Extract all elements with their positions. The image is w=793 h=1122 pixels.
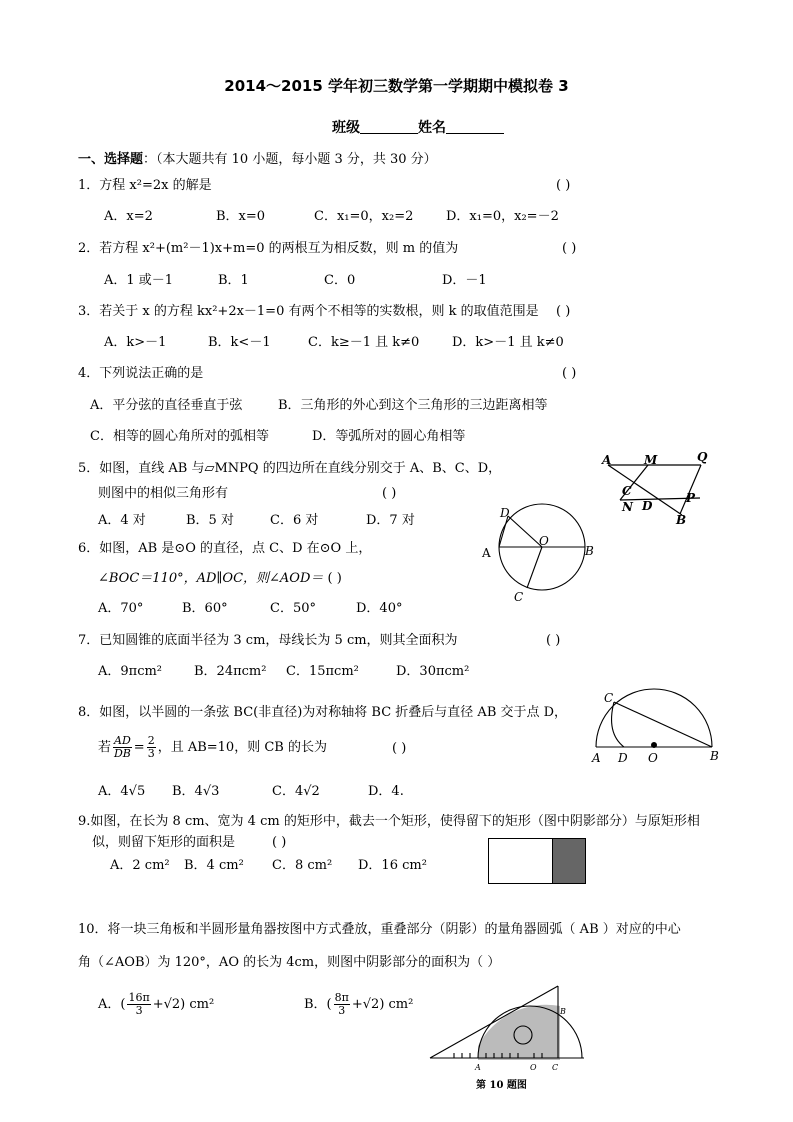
name-label: 姓名 — [418, 120, 446, 136]
q7-answer-paren[interactable]: ( ) — [546, 633, 561, 648]
q2-option-c: C．0 — [324, 273, 356, 288]
q5-stem-line2: 则图中的相似三角形有 — [98, 486, 229, 501]
f6-label-a: A — [482, 546, 491, 560]
q4-stem: 4．下列说法正确的是 — [78, 366, 204, 381]
f5-label-n: N — [622, 500, 633, 514]
f5-label-q: Q — [697, 450, 708, 464]
fraction-2-3: $\frac{2}{3}$ — [147, 734, 155, 760]
q8-stem-line1: 8．如图，以半圆的一条弦 BC(非直径)为对称轴将 BC 折叠后与直径 AB 交于点 D， — [78, 705, 568, 720]
class-name-line — [332, 119, 504, 136]
q6-option-a: A．70° — [98, 601, 144, 616]
f6-label-c: C — [514, 590, 524, 604]
figure-q6-circle — [478, 500, 603, 610]
f6-label-o: O — [539, 534, 549, 548]
q7-option-a: A．9πcm² — [98, 664, 163, 679]
q9-option-a: A．2 cm² — [110, 858, 170, 873]
q9-option-b: B．4 cm² — [184, 858, 244, 873]
q1-answer-paren[interactable]: ( ) — [556, 178, 571, 193]
q9-answer-paren[interactable]: ( ) — [272, 835, 287, 850]
q5-option-b: B．5 对 — [186, 513, 234, 528]
fraction-16pi-3: $\frac{16\pi}{3}$ — [128, 991, 150, 1017]
f8-label-o: O — [648, 751, 658, 765]
q5-answer-paren[interactable]: ( ) — [382, 486, 397, 501]
f5-label-b: B — [676, 513, 687, 527]
q4-option-c: C．相等的圆心角所对的弧相等 — [90, 429, 269, 444]
q3-option-d: D．k>－1 且 k≠0 — [452, 335, 564, 350]
q7-option-d: D．30πcm² — [396, 664, 470, 679]
q3-stem: 3．若关于 x 的方程 kx²+2x－1=0 有两个不相等的实数根，则 k 的取值范围是 — [78, 304, 539, 319]
fraction-8pi-3: $\frac{8\pi}{3}$ — [334, 991, 349, 1017]
q2-answer-paren[interactable]: ( ) — [562, 241, 577, 256]
q3-option-c: C．k≥－1 且 k≠0 — [308, 335, 420, 350]
q4-option-d: D．等弧所对的圆心角相等 — [312, 429, 466, 444]
q10-stem-line2: 角（∠AOB）为 120°，AO 的长为 4cm，则图中阴影部分的面积为（ ） — [78, 955, 501, 970]
q4-option-a: A．平分弦的直径垂直于弦 — [90, 398, 243, 413]
f8-label-b: B — [710, 749, 719, 763]
f10-caption: 第 10 题图 — [476, 1080, 527, 1091]
q7-option-c: C．15πcm² — [286, 664, 359, 679]
q9-stem-line1: 9.如图，在长为 8 cm、宽为 4 cm 的矩形中，截去一个矩形，使得留下的矩形（图中阴影部分）与原矩形相 — [78, 814, 700, 829]
center-dot — [651, 742, 657, 748]
q8-option-c: C．4√2 — [272, 784, 320, 799]
name-blank[interactable] — [446, 119, 504, 134]
q10-option-a: A．( $\frac{16\pi}{3}$ +√2) cm² — [98, 991, 215, 1017]
f6-label-b: B — [585, 544, 594, 558]
f10-label-c: C — [552, 1063, 559, 1072]
class-blank[interactable] — [360, 119, 418, 134]
q8-option-b: B．4√3 — [172, 784, 220, 799]
page-title: 2014～2015 学年初三数学第一学期期中模拟卷 3 — [224, 77, 569, 95]
q6-stem-line2: ∠BOC＝110°，AD∥OC，则∠AOD＝ ( ) — [98, 571, 342, 586]
q2-stem: 2．若方程 x²+(m²－1)x+m=0 的两根互为相反数，则 m 的值为 — [78, 241, 459, 256]
f5-label-c: C — [622, 484, 632, 498]
q10-option-b: B．( $\frac{8\pi}{3}$ +√2) cm² — [304, 991, 414, 1017]
q7-stem: 7．已知圆锥的底面半径为 3 cm，母线长为 5 cm，则其全面积为 — [78, 633, 458, 648]
q9-stem-line2: 似，则留下矩形的面积是 — [92, 835, 236, 850]
f5-label-a: A — [602, 453, 612, 467]
q7-option-b: B．24πcm² — [194, 664, 267, 679]
folded-arc — [612, 702, 624, 747]
q3-option-a: A．k>－1 — [104, 335, 167, 350]
q8-option-a: A．4√5 — [98, 784, 146, 799]
f5-label-m: M — [644, 453, 658, 467]
segment-ad — [499, 516, 508, 547]
q1-stem: 1．方程 x²=2x 的解是 — [78, 178, 212, 193]
q5-option-a: A．4 对 — [98, 513, 146, 528]
figure-q10-protractor — [424, 982, 594, 1094]
section-heading: 一、选择题：（本大题共有 10 小题，每小题 3 分，共 30 分） — [78, 152, 437, 167]
semicircle-arc — [596, 689, 712, 747]
q6-option-d: D．40° — [356, 601, 403, 616]
f10-label-a: A — [475, 1063, 481, 1072]
q3-option-b: B．k<－1 — [208, 335, 271, 350]
f10-label-b: B — [560, 1007, 566, 1016]
segment-od — [508, 516, 542, 547]
q1-option-a: A．x=2 — [104, 209, 153, 224]
f5-label-d: D — [642, 499, 653, 513]
q5-stem-line1: 5．如图，直线 AB 与▱MNPQ 的四边所在直线分别交于 A、B、C、D， — [78, 461, 502, 476]
f8-label-a: A — [592, 751, 601, 765]
q4-answer-paren[interactable]: ( ) — [562, 366, 577, 381]
shaded-region — [478, 1005, 560, 1060]
q6-option-c: C．50° — [270, 601, 316, 616]
class-label: 班级 — [332, 120, 360, 136]
f10-label-o: O — [530, 1063, 537, 1072]
q9-option-d: D．16 cm² — [358, 858, 427, 873]
segment-oc — [527, 547, 542, 588]
q8-stem-line2: 若 $\frac{AD}{DB}$ = $\frac{2}{3}$ ，且 AB=10，则 CB 的长为 — [98, 734, 327, 760]
q2-option-d: D．－1 — [442, 273, 487, 288]
fraction-ad-db: $\frac{AD}{DB}$ — [113, 734, 131, 760]
figure-q5-parallelogram — [598, 448, 738, 528]
figure-q8-semicircle — [586, 688, 726, 768]
q1-option-c: C．x₁=0，x₂=2 — [314, 209, 414, 224]
q8-option-d: D．4. — [368, 784, 404, 799]
q3-answer-paren[interactable]: ( ) — [556, 304, 571, 319]
figure-q9-rectangle — [488, 838, 586, 884]
q4-option-b: B．三角形的外心到这个三角形的三边距离相等 — [278, 398, 548, 413]
q6-stem-line1: 6．如图，AB 是⊙O 的直径，点 C、D 在⊙O 上， — [78, 541, 372, 556]
q8-answer-paren[interactable]: ( ) — [392, 741, 407, 756]
f8-label-c: C — [604, 691, 614, 705]
f6-label-d: D — [500, 506, 510, 520]
q1-option-b: B．x=0 — [216, 209, 266, 224]
q2-option-a: A．1 或－1 — [104, 273, 174, 288]
q5-option-d: D．7 对 — [366, 513, 415, 528]
q5-option-c: C．6 对 — [270, 513, 319, 528]
f8-label-d: D — [618, 751, 628, 765]
q10-stem-line1: 10．将一块三角板和半圆形量角器按图中方式叠放，重叠部分（阴影）的量角器圆弧（ AB ）对应的中心 — [78, 922, 681, 937]
f5-label-p: P — [686, 491, 696, 505]
q6-option-b: B．60° — [182, 601, 228, 616]
q9-option-c: C．8 cm² — [272, 858, 333, 873]
q2-option-b: B．1 — [218, 273, 249, 288]
q1-option-d: D．x₁=0，x₂=－2 — [446, 209, 559, 224]
line-qb — [680, 465, 701, 514]
shaded-rectangle — [552, 839, 585, 883]
